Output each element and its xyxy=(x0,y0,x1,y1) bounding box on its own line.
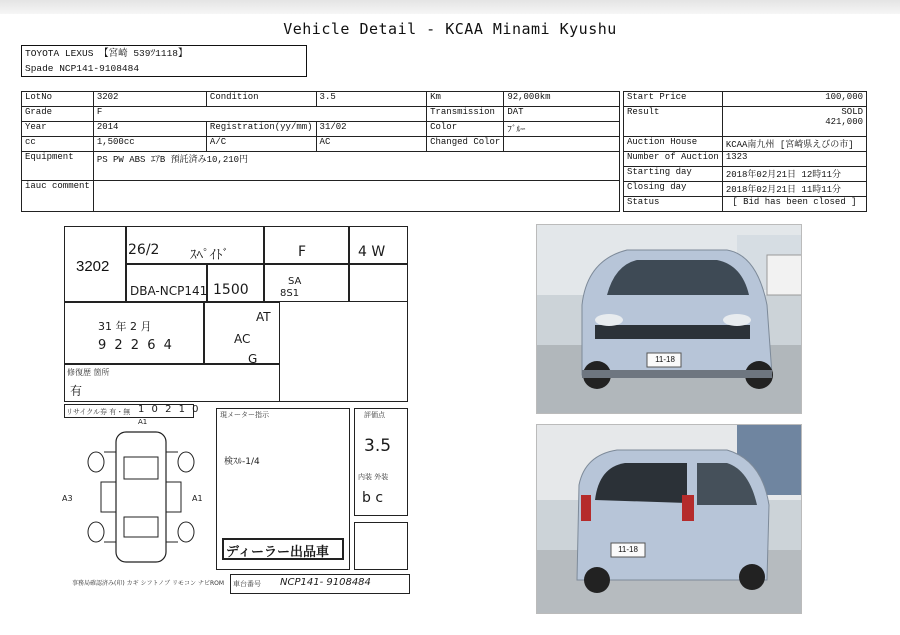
sheet-mark-top: A1 xyxy=(138,418,148,426)
spec-table xyxy=(21,91,620,212)
km-label: Km xyxy=(427,92,504,107)
car-photo-front-illustration xyxy=(537,225,802,414)
page-title: Vehicle Detail - KCAA Minami Kyushu xyxy=(283,20,617,38)
registration-label: Registration(yy/mm) xyxy=(206,122,316,137)
table-row xyxy=(22,137,620,152)
sheet-year-hand: 26/2 xyxy=(128,242,160,258)
sheet-km-hand: 9 2 2 6 4 xyxy=(98,338,174,353)
result-price: 421,000 xyxy=(825,117,863,127)
ac-value: AC xyxy=(316,137,427,152)
sheet-dealer-stamp: ディーラー出品車 xyxy=(226,545,329,560)
table-row xyxy=(22,107,620,122)
table-row xyxy=(624,137,867,152)
start-price-label: Start Price xyxy=(624,92,723,107)
ac-label: A/C xyxy=(206,137,316,152)
sheet-model-hand: DBA-NCP141 xyxy=(130,284,208,298)
km-value: 92,000km xyxy=(504,92,620,107)
car-photo-front[interactable] xyxy=(536,224,802,414)
condition-value: 3.5 xyxy=(316,92,427,107)
sheet-recycle-hand: 1 0 2 1 0 xyxy=(138,404,201,415)
sheet-items-box xyxy=(354,522,408,570)
equipment-value: PS PW ABS ｴｱB 預託済み10,210円 xyxy=(93,152,619,181)
status-label: Status xyxy=(624,197,723,212)
cc-label: cc xyxy=(22,137,94,152)
car-photo-rear[interactable] xyxy=(536,424,802,614)
table-row xyxy=(22,181,620,212)
sheet-meter-label: 現メーター指示 xyxy=(220,411,269,419)
sheet-interior-label: 内装 外装 xyxy=(358,473,389,481)
result-status: SOLD xyxy=(841,107,863,117)
sheet-doors-hand: 4 W xyxy=(358,244,386,260)
condition-label: Condition xyxy=(206,92,316,107)
sheet-repair-label: 修復歴 箇所 xyxy=(67,368,110,377)
sheet-name-hand: ｽﾍﾟｲﾄﾞ xyxy=(190,248,229,263)
auction-table xyxy=(623,91,867,212)
sheet-repair-value: 有 xyxy=(70,384,83,398)
closing-day-label: Closing day xyxy=(624,182,723,197)
sheet-color-hand: SA xyxy=(288,276,302,287)
sheet-score-label: 評価点 xyxy=(364,411,385,419)
year-value: 2014 xyxy=(93,122,206,137)
sheet-mark-left: A3 xyxy=(62,494,73,503)
sheet-chassis-hand: NCP141- 9108484 xyxy=(280,577,371,588)
sheet-interior-hand: b c xyxy=(362,490,384,506)
comment-value xyxy=(93,181,619,212)
color-value: ﾌﾞﾙｰ xyxy=(504,122,620,137)
table-row xyxy=(624,107,867,137)
vehicle-make-line: TOYOTA LEXUS 【宮崎 539ﾂ1118】 xyxy=(25,48,188,59)
sheet-col-divider xyxy=(348,226,350,302)
sheet-note-hand: 検ｽﾙ-1/4 xyxy=(224,457,260,467)
sheet-reg-hand: 31 年 2 月 xyxy=(98,320,152,333)
year-label: Year xyxy=(22,122,94,137)
sheet-chassis-label: 車台番号 xyxy=(233,580,261,588)
grade-value: F xyxy=(93,107,426,122)
changed-color-label: Changed Color xyxy=(427,137,504,152)
window-top-bar xyxy=(0,0,900,14)
table-row xyxy=(624,152,867,167)
result-cell xyxy=(722,107,866,137)
sheet-grade-hand: F xyxy=(298,244,307,260)
auction-number-label: Number of Auction xyxy=(624,152,723,167)
lot-no-value: 3202 xyxy=(93,92,206,107)
sheet-lot-number: 3202 xyxy=(76,258,110,275)
result-label: Result xyxy=(624,107,723,137)
table-row xyxy=(22,152,620,181)
equipment-label: Equipment xyxy=(22,152,94,181)
status-value: [ Bid has been closed ] xyxy=(722,197,866,212)
vehicle-model-line: Spade NCP141-9108484 xyxy=(25,63,140,74)
table-row xyxy=(624,167,867,182)
table-row xyxy=(22,122,620,137)
auction-sheet-image[interactable] xyxy=(58,222,410,598)
sheet-ac-hand: AC xyxy=(234,332,251,346)
car-photo-rear-illustration xyxy=(537,425,802,614)
car-damage-diagram xyxy=(76,422,206,572)
cc-value: 1,500cc xyxy=(93,137,206,152)
sheet-col-divider xyxy=(263,226,265,302)
start-price-value: 100,000 xyxy=(722,92,866,107)
auction-house-value: KCAA南九州 [宮崎県えびの市] xyxy=(722,137,866,152)
color-label: Color xyxy=(427,122,504,137)
front-plate-text: 11-18 xyxy=(655,355,675,364)
sheet-legend-text: 事務局確認済み(印) カギ シフトノブ リモコン ナビROM xyxy=(72,580,225,587)
car-body-front xyxy=(582,250,773,389)
sheet-cc-hand: 1500 xyxy=(213,282,249,298)
transmission-value: DAT xyxy=(504,107,620,122)
sheet-mark-right: A1 xyxy=(192,494,203,503)
registration-value: 31/02 xyxy=(316,122,427,137)
sheet-color-code-hand: 8S1 xyxy=(280,288,300,299)
starting-day-label: Starting day xyxy=(624,167,723,182)
vehicle-name-box xyxy=(21,45,307,77)
car-body-rear xyxy=(577,450,769,593)
sheet-score-hand: 3.5 xyxy=(364,436,392,456)
sheet-fuel-hand: G xyxy=(248,352,258,366)
table-row xyxy=(624,197,867,212)
comment-label: iauc comment xyxy=(22,181,94,212)
table-row xyxy=(624,92,867,107)
auction-number-value: 1323 xyxy=(722,152,866,167)
transmission-label: Transmission xyxy=(427,107,504,122)
grade-label: Grade xyxy=(22,107,94,122)
lot-no-label: LotNo xyxy=(22,92,94,107)
auction-house-label: Auction House xyxy=(624,137,723,152)
sheet-shift-hand: AT xyxy=(256,310,271,324)
table-row xyxy=(22,92,620,107)
rear-plate-text: 11-18 xyxy=(618,545,638,554)
changed-color-value xyxy=(504,137,620,152)
sheet-recycle-label: リサイクル券 有・無 xyxy=(66,408,131,416)
table-row xyxy=(624,182,867,197)
closing-day-value: 2018年02月21日 11時11分 xyxy=(722,182,866,197)
starting-day-value: 2018年02月21日 12時11分 xyxy=(722,167,866,182)
